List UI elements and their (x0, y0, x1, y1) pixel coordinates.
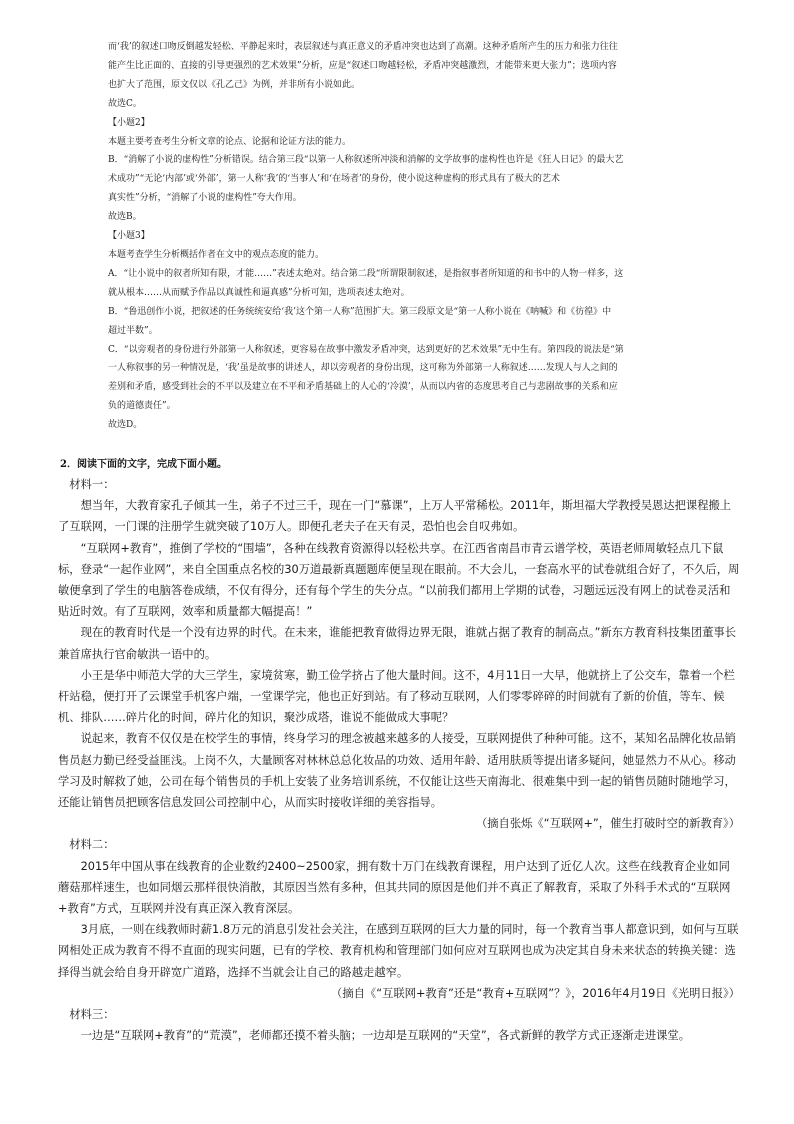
answer-line: 故选D。 (108, 420, 143, 431)
answer-line: 故选C。 (108, 98, 142, 109)
material-source: （摘自《“互联网+教育”还是“教育+互联网”？》，2016年4月19日《光明日报》） (331, 986, 740, 1000)
material-label: 材料二： (69, 838, 115, 852)
material-paragraph: 想当年，大教育家孔子倾其一生，弟子不过三千，现在一门“慕课”，上万人平常稀松。2011年，斯坦福大学教授吴恩达把课程搬上了互联网，一门课的注册学生就突破了10万人。即便孔老夫子在天有灵，恐怕也会自叹弗如。 (58, 499, 732, 534)
answer-line: 真实性”分析，“消解了小说的虚构性”夸大作用。 (108, 193, 302, 204)
answer-line: 能产生比正面的、直接的引导更强烈的艺术效果”分析，应是“叙述口吻越轻松，矛盾冲突越激烈，才能带来更大张力”；选项内容 (108, 60, 617, 71)
answer-line: B．“消解了小说的虚构性”分析错误。结合第三段“以第一人称叙述所冲淡和消解的文学故事的虚构性也许是《狂人日记》的最大艺 (108, 155, 624, 166)
material-paragraph: 现在的教育时代是一个没有边界的时代。在未来，谁能把教育做得边界无限，谁就占据了教育的制高点。”新东方教育科技集团董事长兼首席执行官俞敏洪一语中的。 (58, 626, 737, 661)
material-label: 材料一： (69, 478, 115, 491)
material-paragraph: 小王是华中师范大学的大三学生，家境贫寒，勤工俭学挤占了他大量时间。这不，4月11日一大早，他就挤上了公交车，靠着一个栏杆站稳，便打开了云课堂手机客户端，一堂课学完，他也正好到站。有了移动互联网，人们零零碎碎的时间就有了新的价值，等车、候机、排队……碎片化的时间，碎片化的知识，聚沙成塔，谁说不能做成大事呢？ (58, 668, 735, 725)
answer-line: 故选B。 (108, 212, 142, 223)
material-paragraph: 说起来，教育不仅仅是在校学生的事情，终身学习的理念被越来越多的人接受，互联网提供了种种可能。这不，某知名品牌化妆品销售员赵力勤已经受益匪浅。上岗不久，大量顾客对林林总总化妆品的功效、适用年龄、适用肤质等提出诸多疑问，她显然力不从心。移动学习及时解救了她，公司在每个销售员的手机上安装了业务培训系统，不仅能让这些天南海北、很难集中到一起的销售员随时随地学习，还能让销售员把顾客信息发回公司控制中心，从而实时接收详细的美容指导。 (58, 732, 736, 810)
answer-line: 也扩大了范围，原文仅以《孔乙己》为例，并非所有小说如此。 (108, 79, 361, 90)
answer-line: 超过半数”。 (108, 325, 158, 336)
reading-material-section (58, 474, 740, 1046)
question-title: 2．阅读下面的文字，完成下面小题。 (60, 459, 227, 470)
answer-explanation-section (108, 38, 724, 435)
answer-line: 一人称叙事的另一种情况是，‘我’虽是故事的讲述人，却以旁观者的身份出现，这可称为外部第一人称叙述……发现人与人之间的 (108, 363, 618, 374)
answer-line: 就从根本……从而赋予作品以真诚性和逼真感”分析可知，选项表述太绝对。 (108, 287, 410, 298)
answer-line: 负的道德责任”。 (108, 401, 176, 412)
answer-line: 而‘我’的叙述口吻反倒越发轻松、平静起来时，表层叙述与真正意义的矛盾冲突也达到了高潮。这种矛盾所产生的压力和张力往往 (108, 42, 618, 52)
answer-line: C．“以旁观者的身份进行外部第一人称叙述，更容易在故事中激发矛盾冲突，达到更好的艺术效果”无中生有。第四段的说法是“第 (108, 344, 624, 355)
material-paragraph: 2015年中国从事在线教育的企业数约2400~2500家，拥有数十万门在线教育课程，用户达到了近亿人次。这些在线教育企业如同蘑菇那样速生，也如同烟云那样很快消散，其原因当然有多种，但其共同的原因是他们并不真正了解教育，采取了外科手术式的“互联网+教育”方式，互联网并没有真正深入教育深层。 (58, 859, 731, 916)
answer-line: 本题主要考查考生分析文章的论点、论据和论证方法的能力。 (108, 136, 352, 147)
answer-line: 本题考查学生分析概括作者在文中的观点态度的能力。 (108, 249, 325, 260)
answer-line: A．“让小说中的叙者所知有限，才能……”表述太绝对。结合第二段“所谓限制叙述，是指叙事者所知道的和书中的人物一样多，这 (108, 268, 624, 279)
sub-question-label: 【小题3】 (108, 231, 150, 242)
answer-line: B．“鲁迅创作小说，把叙述的任务统统安给‘我’这个第一人称”范围扩大。第三段原文是“第一人称小说在《呐喊》和《彷徨》中 (108, 306, 612, 317)
material-paragraph: “互联网+教育”，推倒了学校的“围墙”，各种在线教育资源得以轻松共享。在江西省南昌市青云谱学校，英语老师周敏轻点几下鼠标，登录“一起作业网”，来自全国重点名校的30万道最新真题题库便呈现在眼前。不大会儿，一套高水平的试卷就组合好了，不久后，周敏便拿到了学生的电脑答卷成绩，不仅有得分，还有每个学生的失分点。“以前我们都用上学期的试卷，习题远远没有网上的试卷灵活和贴近时效。有了互联网，效率和质量都大幅提高！” (58, 541, 740, 619)
answer-line: 差别和矛盾，感受到社会的不平以及建立在不平和矛盾基础上的人心的‘冷漠’，从而以内省的态度思考自己与悲剧故事的关系和应 (108, 382, 618, 393)
material-source: （摘自张烁《“互联网+”，催生打破时空的新教育》） (475, 817, 740, 831)
answer-line: 术成功”“无论‘内部’或‘外部’，第一人称‘我’的‘当事人’和‘在场者’的身份，使小说这种虚构的形式具有了极大的艺术 (108, 174, 560, 185)
material-paragraph: 一边是“互联网+教育”的“荒漠”，老师都还摸不着头脑；一边却是互联网的“天堂”，各式新鲜的教学方式正逐渐走进课堂。 (80, 1029, 691, 1043)
sub-question-label: 【小题2】 (108, 117, 150, 128)
material-label: 材料三： (69, 1008, 115, 1022)
material-paragraph: 3月底，一则在线教师时薪1.8万元的消息引发社会关注，在感到互联网的巨大力量的同时，每一个教育当事人都意识到，如何与互联网相处正成为教育不得不直面的现实问题，已有的学校、教育机构和管理部门如何应对互联网也成为决定其自身未来状态的转换关键：选择得当就会给自身开辟宽广道路，选择不当就会让自己的路越走越窄。 (58, 923, 739, 979)
